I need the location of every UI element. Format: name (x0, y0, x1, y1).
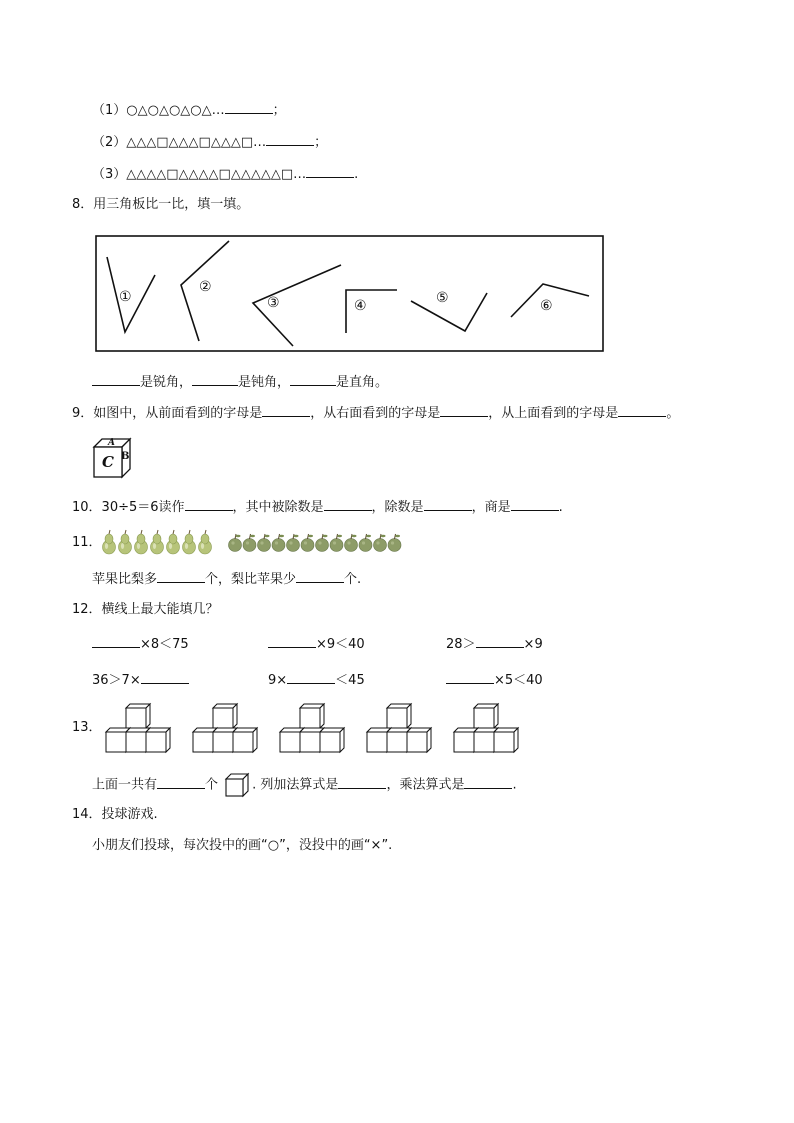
pear-icon (135, 530, 148, 554)
answer-blank[interactable] (157, 776, 205, 789)
pear-icon (167, 530, 180, 554)
apple-icon (330, 534, 343, 552)
angle-label-2: ② (199, 279, 212, 295)
answer-blank[interactable] (266, 133, 314, 146)
cube-right-letter: B (121, 451, 130, 462)
q10-text: 10．30÷5＝6读作 ，其中被除数是 ，除数是 ，商是 . (72, 500, 563, 515)
q12-r1c3: 28＞ ×9 (446, 637, 543, 652)
pear-icon (119, 530, 132, 554)
answer-blank[interactable] (306, 165, 354, 178)
q12-title: 12．横线上最大能填几？ (72, 602, 219, 617)
apple-icon (316, 534, 329, 552)
small-cube-icon (224, 772, 250, 798)
answer-blank[interactable] (511, 498, 559, 511)
pears-row (102, 528, 218, 556)
unit-cube (494, 728, 518, 752)
answer-blank[interactable] (192, 373, 238, 386)
q14-title: 14．投球游戏. (72, 807, 158, 822)
cube-stacks (104, 702, 524, 754)
answer-blank[interactable] (268, 635, 316, 648)
q13-answer-line: 上面一共有 个 . 列加法算式是 ，乘法算式是 . (92, 772, 517, 798)
q8-title: 8．用三角板比一比，填一填。 (72, 197, 250, 212)
q11-number: 11． (72, 535, 102, 550)
q14-body: 小朋友们投球，每次投中的画“○”，没投中的画“×”. (92, 838, 393, 853)
answer-blank[interactable] (618, 404, 666, 417)
apple-icon (345, 534, 358, 552)
q12-r1c1: ×8＜75 (92, 635, 189, 653)
angle-label-1: ① (119, 289, 132, 305)
answer-blank[interactable] (225, 101, 273, 114)
answer-blank[interactable] (92, 635, 140, 648)
q12-r2c1: 36＞7× (92, 671, 189, 689)
unit-cube (387, 704, 411, 728)
unit-cube (407, 728, 431, 752)
cube-top-letter: A (108, 438, 115, 448)
apple-icon (272, 534, 285, 552)
angle-label-5: ⑤ (436, 290, 449, 306)
answer-blank[interactable] (476, 635, 524, 648)
q9-text: 9．如图中，从前面看到的字母是 ，从右面看到的字母是 ，从上面看到的字母是 。 (72, 406, 680, 421)
answer-blank[interactable] (440, 404, 488, 417)
angle-label-4: ④ (354, 298, 367, 314)
apple-icon (359, 534, 372, 552)
answer-blank[interactable] (338, 776, 386, 789)
q12-r1c2: ×9＜40 (268, 635, 365, 653)
apple-icon (301, 534, 314, 552)
pear-icon (151, 530, 164, 554)
angle-label-3: ③ (267, 295, 280, 311)
pear-icon (103, 530, 116, 554)
q12-r2c3: ×5＜40 (446, 671, 543, 689)
apple-icon (229, 534, 242, 552)
unit-cube (146, 728, 170, 752)
q13-number: 13． (72, 720, 102, 735)
q11-answer-line: 苹果比梨多 个，梨比苹果少 个. (92, 572, 362, 587)
answer-blank[interactable] (141, 671, 189, 684)
pear-icon (199, 530, 212, 554)
unit-cube (320, 728, 344, 752)
q12-r2c2: 9× ＜45 (268, 673, 365, 688)
unit-cube (233, 728, 257, 752)
q7-item-2: （2）△△△□△△△□△△△□… ； (92, 135, 328, 150)
apple-icon (287, 534, 300, 552)
answer-blank[interactable] (185, 498, 233, 511)
angles-box (95, 235, 605, 353)
apple-icon (243, 534, 256, 552)
q8-answer-line: 是锐角， 是钝角， 是直角。 (92, 373, 388, 391)
q7-item-3: （3）△△△△□△△△△□△△△△△□… . (92, 167, 359, 182)
answer-blank[interactable] (424, 498, 472, 511)
answer-blank[interactable] (92, 373, 140, 386)
unit-cube (126, 704, 150, 728)
answer-blank[interactable] (296, 570, 344, 583)
apple-icon (388, 534, 401, 552)
answer-blank[interactable] (446, 671, 494, 684)
angle-label-6: ⑥ (540, 298, 553, 314)
unit-cube (474, 704, 498, 728)
answer-blank[interactable] (262, 404, 310, 417)
angle-5 (411, 293, 487, 331)
answer-blank[interactable] (324, 498, 372, 511)
cube-front-letter: C (102, 453, 114, 471)
apple-icon (374, 534, 387, 552)
answer-blank[interactable] (290, 373, 336, 386)
pear-icon (183, 530, 196, 554)
answer-blank[interactable] (464, 776, 512, 789)
answer-blank[interactable] (157, 570, 205, 583)
unit-cube (300, 704, 324, 728)
apple-icon (258, 534, 271, 552)
q7-item-1: （1）○△○△○△○△… ； (92, 103, 286, 118)
letter-cube (92, 437, 134, 479)
unit-cube (213, 704, 237, 728)
answer-blank[interactable] (287, 671, 335, 684)
apples-row (228, 532, 406, 554)
